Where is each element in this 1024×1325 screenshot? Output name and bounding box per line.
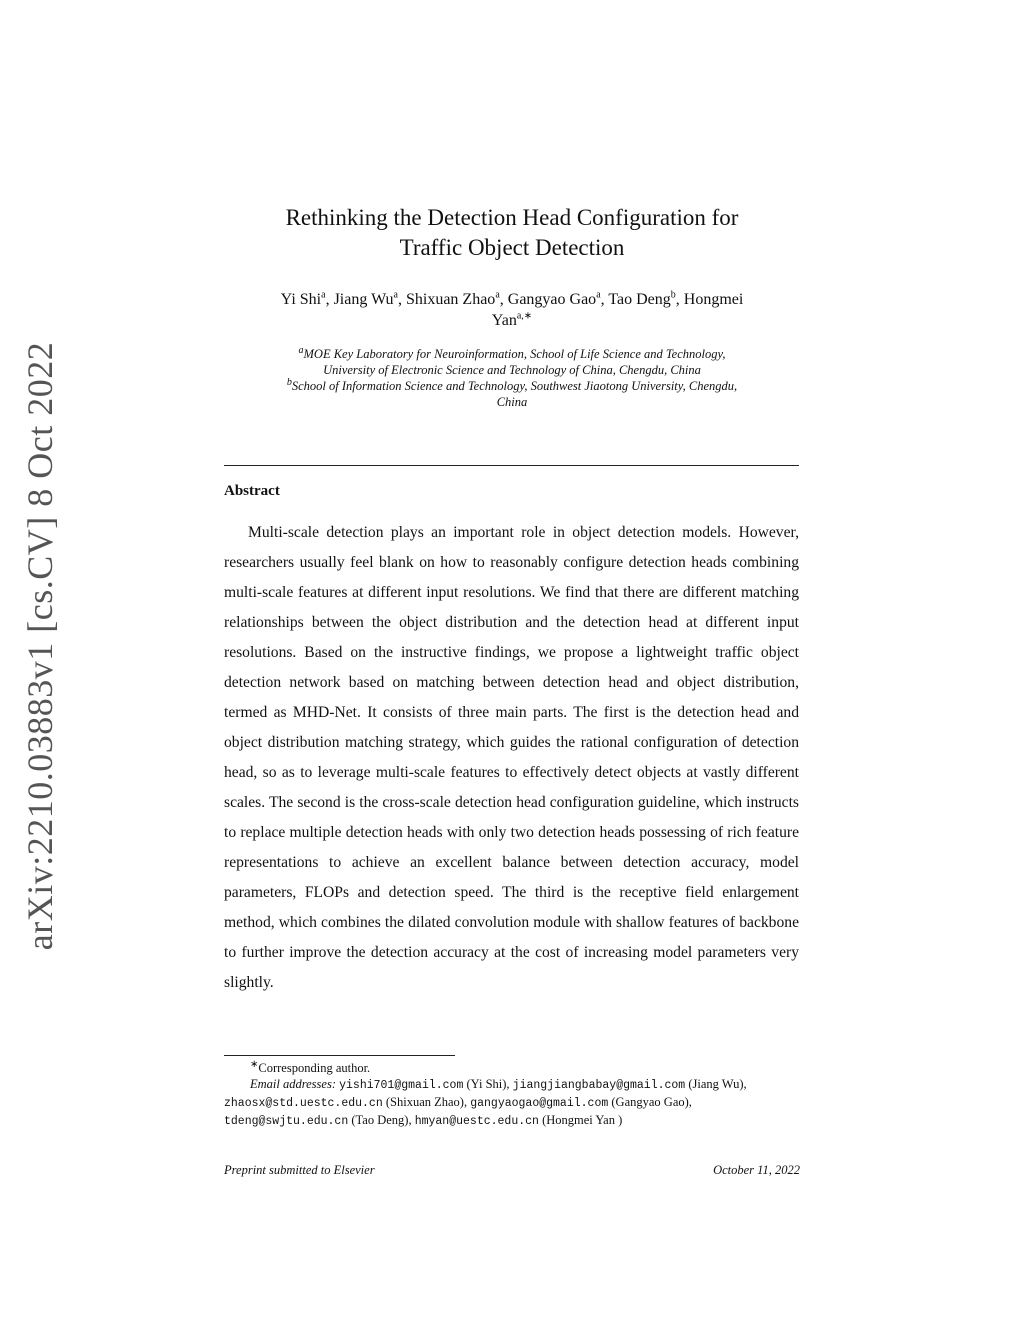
author: Gangyao Gao$^a$ [507, 289, 601, 308]
preprint-note: Preprint submitted to Elsevier [224, 1163, 375, 1177]
footnote [224, 1060, 799, 1130]
author: Yi Shi$^a$ [280, 289, 326, 308]
author-list: Yi Shi$^a$, Jiang Wu$^a$, Shixuan Zhao$^a$, Gangyao Gao$^a$, Tao Deng$^b$, Hongmei Yan$^{a,∗}$ [280, 289, 744, 329]
abstract-heading: Abstract [224, 483, 280, 499]
arxiv-sidebar-stamp [18, 341, 62, 951]
email-link[interactable]: tdeng@swjtu.edu.cn [224, 1115, 349, 1128]
paper-title [180, 203, 844, 263]
abstract-text: Multi-scale detection plays an important role in object detection models. However, researchers usually feel blank on how to reasonably configure detection heads combining multi-scale features at different input resolutions. We find that there are different matching relationships between the object distribution and the detection head at different input resolutions. Based on the instructive findings, we propose a lightweight traffic object detection network based on matching between detection head and object distribution, termed as MHD-Net. It consists of three main parts. The first is the detection head and object distribution matching strategy, which guides the rational configuration of detection head, so as to leverage multi-scale features to effectively detect objects at vastly different scales. The second is the cross-scale detection head configuration guideline, which instructs to replace multiple detection heads with only two detection heads possessing of rich feature representations to achieve an excellent balance between detection accuracy, model parameters, FLOPs and detection speed. The third is the receptive field enlargement method, which combines the dilated convolution module with shallow features of backbone to further improve the detection accuracy at the cost of increasing model parameters very slightly. [224, 524, 799, 991]
affiliations [220, 346, 804, 410]
affiliation-b: $^b$School of Information Science and Technology, Southwest Jiaotong University, Chengdu, [286, 376, 738, 393]
author: Yan$^{a,∗}$ [491, 310, 533, 329]
email-link[interactable]: hmyan@uestc.edu.cn [414, 1115, 539, 1128]
author: Hongmei [683, 291, 744, 308]
arxiv-id: arXiv:2210.03883v1 [cs.CV] 8 Oct 2022 [20, 341, 60, 951]
email-link[interactable]: gangyaogao@gmail.com [470, 1097, 609, 1110]
email-link[interactable]: yishi701@gmail.com [339, 1079, 464, 1092]
corresponding-note: ∗Corresponding author. [250, 1058, 371, 1075]
author: Tao Deng$^b$ [608, 289, 676, 308]
email-list: Email addresses: yishi701@gmail.com (Yi Shi), jiangjiangbabay@gmail.com (Jiang Wu), zhaosx@std.uestc.edu.cn (Shixuan Zhao), gangyaogao@gmail.com (Gangyao Gao), tdeng@swjtu.edu.cn (Tao Deng), hmyan@uestc.edu.cn (Hongmei Yan ) [224, 1077, 747, 1128]
footer-date: October 11, 2022 [713, 1163, 800, 1177]
email-label: Email addresses: [250, 1077, 336, 1091]
abstract-top-rule [224, 465, 799, 466]
affiliation-b-cont: China [496, 395, 528, 409]
footnote-rule [224, 1055, 455, 1056]
author: Jiang Wu$^a$ [333, 289, 398, 308]
email-link[interactable]: zhaosx@std.uestc.edu.cn [224, 1097, 383, 1110]
affiliation-a-cont: University of Electronic Science and Technology of China, Chengdu, China [323, 363, 701, 377]
affiliation-a: $^a$MOE Key Laboratory for Neuroinformation, School of Life Science and Technology, [298, 344, 726, 361]
title-line-1: Rethinking the Detection Head Configuration for [285, 205, 739, 230]
page-footer [224, 1163, 800, 1178]
title-line-2: Traffic Object Detection [399, 235, 625, 260]
email-link[interactable]: jiangjiangbabay@gmail.com [512, 1079, 686, 1092]
author: Shixuan Zhao$^a$ [405, 289, 500, 308]
